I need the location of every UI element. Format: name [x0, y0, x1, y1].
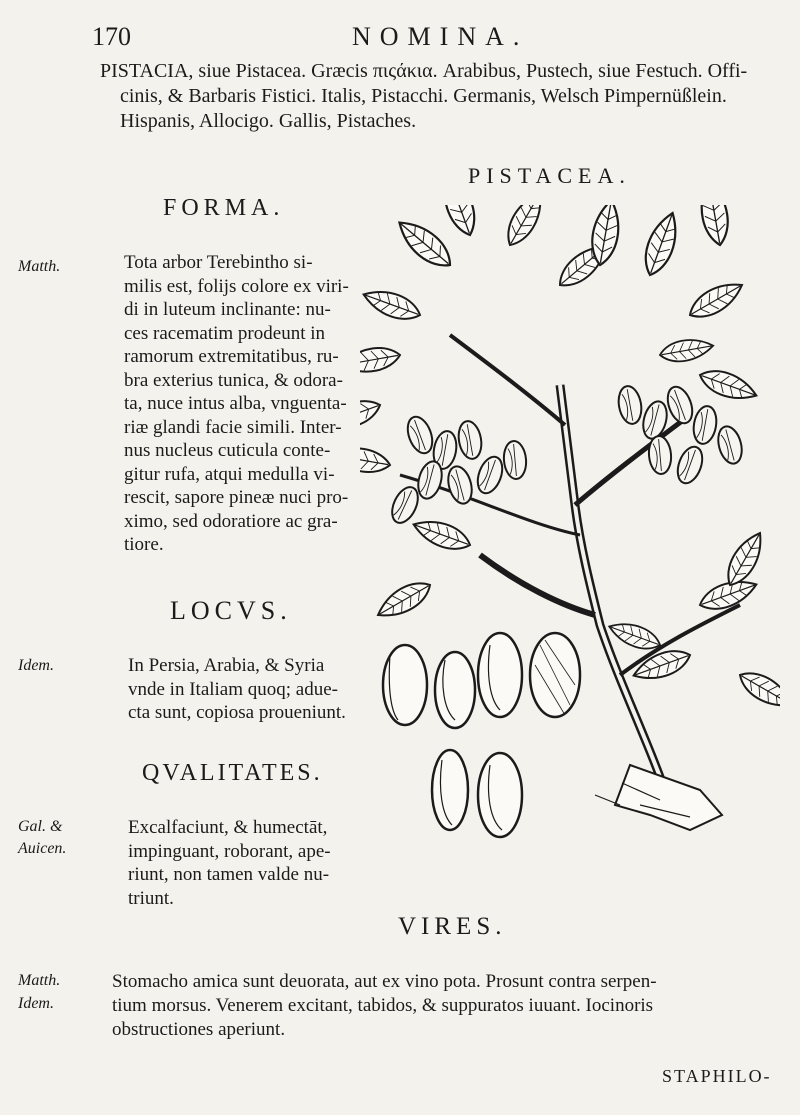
qualitates-heading: QVALITATES. [142, 760, 323, 786]
qualitates-line: impinguant, roborant, ape- [128, 840, 331, 862]
qualitates-line: riunt, non tamen valde nu- [128, 864, 330, 885]
vires-line: Stomacho amica sunt deuorata, aut ex vino pota. Prosunt contra serpen- [112, 971, 657, 992]
vires-margin-note-1: Matth. [18, 972, 61, 989]
vires-margin-note-2: Idem. [18, 995, 54, 1012]
forma-line: milis est, folijs colore ex viri- [124, 275, 349, 297]
pistachio-branch-woodcut [360, 205, 780, 865]
locus-heading: LOCVS. [170, 596, 292, 625]
forma-line: riæ glandi facie simili. Inter- [124, 416, 342, 438]
locus-line: In Persia, Arabia, & Syria [128, 655, 325, 676]
forma-line: gitur rufa, atqui medulla vi- [124, 463, 335, 485]
forma-line: di in luteum inclinante: nu- [124, 299, 331, 320]
locus-text [128, 654, 346, 725]
vires-line: obstructiones aperiunt. [112, 1019, 286, 1040]
running-head: NOMINA. [352, 22, 529, 51]
forma-line: Tota arbor Terebintho si- [124, 252, 313, 273]
forma-line: nus nucleus cuticula conte- [124, 440, 331, 461]
forma-line: rescit, sapore pineæ nuci pro- [124, 487, 349, 508]
qualitates-line: Excalfaciunt, & humectāt, [128, 817, 328, 838]
qualitates-margin-note-2: Auicen. [18, 840, 67, 857]
plant-title: PISTACEA. [468, 163, 631, 188]
qualitates-margin-note-1: Gal. & [18, 818, 63, 835]
forma-line: ramorum extremitatibus, ru- [124, 346, 339, 367]
forma-text [124, 251, 374, 557]
catchword: STAPHILO- [662, 1066, 772, 1086]
synonyms-line-3: Hispanis, Allocigo. Gallis, Pistaches. [120, 110, 417, 132]
forma-line: tiore. [124, 534, 164, 555]
synonyms-line-2: cinis, & Barbaris Fistici. Italis, Pistacchi. Germanis, Welsch Pimpernüßlein. [120, 85, 727, 107]
locus-line: vnde in Italiam quoq; adue- [128, 678, 338, 700]
forma-line: ta, nuce intus alba, vnguenta- [124, 393, 347, 414]
vires-heading: VIRES. [398, 913, 507, 940]
vires-text [112, 970, 657, 1042]
qualitates-line: triunt. [128, 887, 174, 909]
synonyms-line-1: PISTACIA, siue Pistacea. Græcis πιςάκια. Arabibus, Pustech, siue Festuch. Offi- [100, 60, 748, 82]
forma-margin-note: Matth. [18, 258, 61, 275]
qualitates-text [128, 816, 331, 910]
locus-line: cta sunt, copiosa proueniunt. [128, 702, 346, 723]
locus-margin-note: Idem. [18, 657, 54, 674]
page-number: 170 [92, 22, 131, 51]
vires-line: tium morsus. Venerem excitant, tabidos, & suppuratos iuuant. Iocinoris [112, 995, 654, 1016]
forma-heading: FORMA. [163, 195, 285, 221]
forma-line: bra exterius tunica, & odora- [124, 369, 343, 391]
forma-line: ces racematim prodeunt in [124, 322, 326, 344]
forma-line: ximo, sed odoratiore ac gra- [124, 510, 338, 532]
